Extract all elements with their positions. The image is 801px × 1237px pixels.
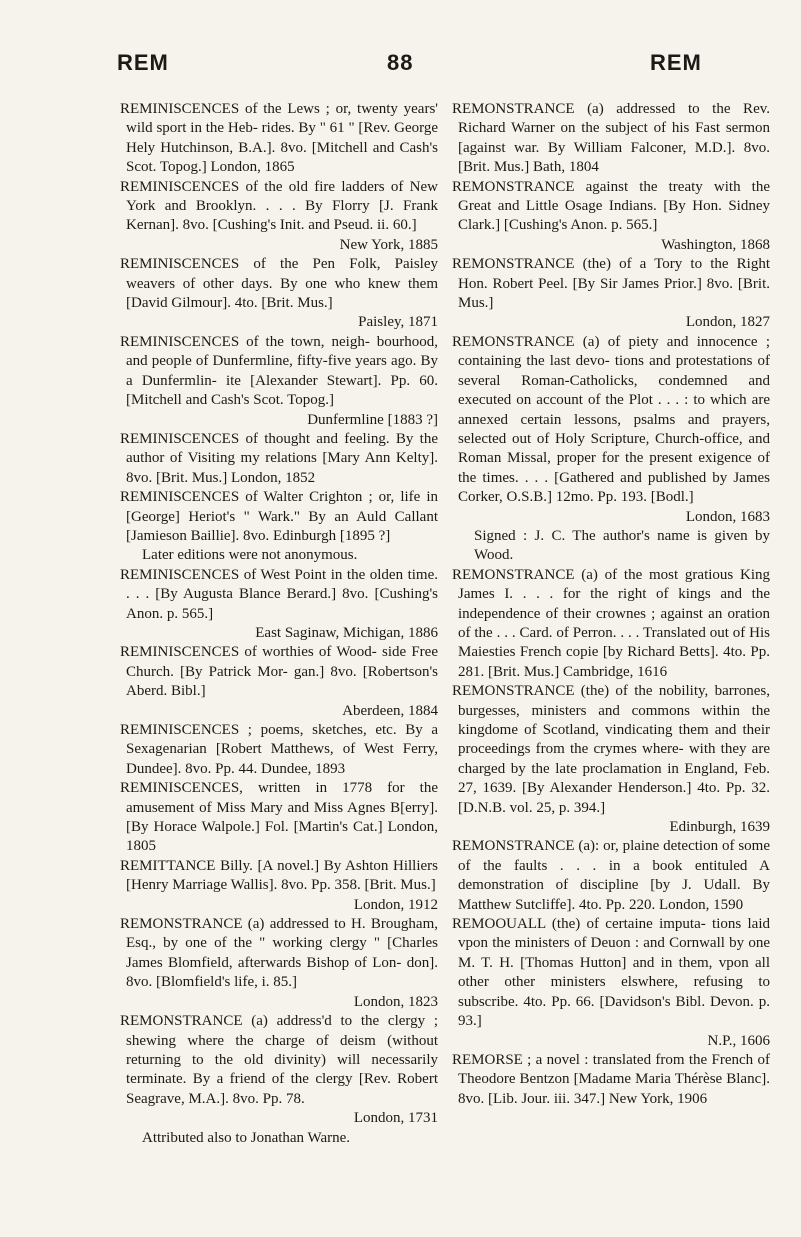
bibliography-entry [120, 779, 438, 857]
entry-text: REMONSTRANCE (a) of piety and innocence ; containing the last devo- tions and protestations of several Roman-Catholicks, condemned and executed on account of the Plot . . . : to which are annexed certain lessons, psalms and prayers, selected out of Holy Scripture, Church-office, and Roman Missal, proper for the present exigence of the times. . . . [Gathered and published by James Corker, O.S.B.] 12mo. Pp. 193. [Bodl.] [452, 333, 770, 506]
entry-text: REMINISCENCES of the Pen Folk, Paisley weavers of other days. By one who knew them [David Gilmour]. 4to. [Brit. Mus.] [120, 256, 438, 312]
bibliography-entry [452, 566, 770, 682]
entry-imprint: Washington, 1868 [661, 236, 770, 253]
entry-text: REMONSTRANCE (a) of the most gratious King James I. . . . for the right of kings and the independence of their crownes ; against an oration of the . . . Card. of Perron. . . . Translated out of His Maiesties French copie [by Richard Betts]. 4to. Pp. 281. [Brit. Mus.] Cambridge, 1616 [452, 566, 770, 680]
entry-text: REMONSTRANCE (the) of a Tory to the Right Hon. Robert Peel. [By Sir James Prior.] 8vo. [Brit. Mus.] [452, 256, 770, 312]
bibliography-entry [452, 682, 770, 837]
running-head-left: REM [117, 50, 169, 75]
entry-text: REMORSE ; a novel : translated from the French of Theodore Bentzon [Madame Maria Thérèse Blanc]. 8vo. [Lib. Jour. iii. 347.] New York, 1906 [452, 1051, 770, 1107]
bibliography-entry [120, 915, 438, 1012]
entry-text: REMINISCENCES of the Lews ; or, twenty years' wild sport in the Heb- rides. By " 61 " [Rev. George Hely Hutchinson, B.A.]. 8vo. [Mitchell and Cash's Scot. Topog.] London, 1865 [120, 101, 438, 176]
bibliography-entry [120, 721, 438, 779]
bibliography-entry [120, 333, 438, 430]
entry-imprint: London, 1683 [685, 508, 770, 525]
bibliography-entry [452, 255, 770, 333]
entry-text: REMOOUALL (the) of certaine imputa- tions laid vpon the ministers of Deuon : and Cornwall by one M. T. H. [Thomas Hutton] and in them, vpon all other other ministers elswhere, refusing to subscribe. 4to. Pp. 66. [Davidson's Bibl. Devon. p. 93.] [452, 916, 770, 1030]
entry-imprint: New York, 1885 [339, 236, 438, 253]
entry-imprint: London, 1912 [353, 896, 438, 913]
entry-imprint: Dunfermline [1883 ?] [307, 411, 438, 428]
bibliography-entry [120, 488, 438, 566]
right-column [452, 100, 770, 1109]
entry-text: REMONSTRANCE (the) of the nobility, barrones, burgesses, ministers and commons within the kingdome of Scotland, vindicating them and their proceedings from the crymes where- with they are charged by the late proclamation in England, Feb. 27, 1639. [By Alexander Henderson.] 4to. Pp. 32. [D.N.B. vol. 25, p. 394.] [452, 683, 770, 816]
entry-text: REMINISCENCES of Walter Crighton ; or, life in [George] Heriot's " Wark." By an Auld Callant [Jamieson Baillie]. 8vo. Edinburgh [1895 ?] [120, 489, 438, 544]
entry-text: REMINISCENCES ; poems, sketches, etc. By a Sexagenarian [Robert Matthews, of West Ferry, Dundee]. 8vo. Pp. 44. Dundee, 1893 [120, 722, 438, 777]
entry-text: REMONSTRANCE against the treaty with the Great and Little Osage Indians. [By Hon. Sidney Clark.] [Cushing's Anon. p. 565.] [452, 178, 770, 234]
entry-imprint: London, 1731 [353, 1110, 438, 1127]
running-head-right: REM [650, 50, 702, 75]
entry-imprint: Edinburgh, 1639 [669, 819, 770, 836]
entry-text: REMINISCENCES of West Point in the olden time. . . . [By Augusta Blance Berard.] 8vo. [Cushing's Anon. p. 565.] [120, 566, 438, 622]
entry-text: REMONSTRANCE (a) address'd to the clergy ; shewing where the charge of deism (without returning to the old divinity) will necessarily terminate. By a friend of the clergy [Rev. Robert Seagrave, M.A.]. 8vo. Pp. 78. [120, 1013, 438, 1107]
bibliography-entry [452, 1051, 770, 1109]
entry-text: REMITTANCE Billy. [A novel.] By Ashton Hilliers [Henry Marriage Wallis]. 8vo. Pp. 358. [Brit. Mus.] [120, 857, 438, 894]
page-number: 88 [387, 50, 414, 75]
entry-imprint: London, 1823 [353, 993, 438, 1010]
bibliography-entry [452, 915, 770, 1051]
bibliography-entry [120, 430, 438, 488]
bibliography-entry [120, 566, 438, 644]
entry-imprint: N.P., 1606 [707, 1032, 770, 1049]
bibliography-entry [120, 857, 438, 915]
entry-text: REMINISCENCES of worthies of Wood- side Free Church. [By Patrick Mor- gan.] 8vo. [Robertson's Aberd. Bibl.] [120, 644, 438, 700]
bibliography-entry [452, 837, 770, 915]
bibliography-entry [452, 178, 770, 256]
bibliography-entry [120, 643, 438, 721]
entry-text: REMONSTRANCE (a) addressed to H. Brougham, Esq., by one of the " working clergy " [Charles James Blomfield, afterwards Bishop of Lon- don]. 8vo. [Blomfield's life, i. 85.] [120, 916, 438, 991]
entry-imprint: East Saginaw, Michigan, 1886 [255, 624, 438, 641]
bibliography-entry [452, 333, 770, 566]
bibliography-entry [120, 255, 438, 333]
entry-note: Attributed also to Jonathan Warne. [142, 1129, 351, 1146]
entry-imprint: Aberdeen, 1884 [342, 702, 438, 719]
entry-imprint: London, 1827 [685, 314, 770, 331]
entry-text: REMINISCENCES, written in 1778 for the amusement of Miss Mary and Miss Agnes B[erry]. [By Horace Walpole.] Fol. [Martin's Cat.] London, 1805 [120, 780, 438, 855]
bibliography-entry [120, 100, 438, 178]
entry-note: Later editions were not anonymous. [142, 547, 358, 564]
entry-note: Signed : J. C. The author's name is given by Wood. [474, 527, 770, 564]
entry-text: REMINISCENCES of thought and feeling. By the author of Visiting my relations [Mary Ann Kelty]. 8vo. [Brit. Mus.] London, 1852 [120, 430, 438, 486]
bibliography-entry [120, 178, 438, 256]
bibliography-entry [120, 1012, 438, 1148]
entry-text: REMINISCENCES of the old fire ladders of New York and Brooklyn. . . . By Florry [J. Frank Kernan]. 8vo. [Cushing's Init. and Pseud. ii. 60.] [120, 178, 438, 234]
entry-imprint: Paisley, 1871 [358, 314, 438, 331]
entry-text: REMINISCENCES of the town, neigh- bourhood, and people of Dunfermline, fifty-five years ago. By a Dunfermlin- ite [Alexander Stewart]. Pp. 60. [Mitchell and Cash's Scot. Topog.] [120, 333, 438, 409]
entry-text: REMONSTRANCE (a) addressed to the Rev. Richard Warner on the subject of his Fast sermon [against war. By William Falconer, M.D.]. 8vo. [Brit. Mus.] Bath, 1804 [452, 101, 770, 176]
bibliography-entry [452, 100, 770, 178]
page-header [0, 0, 801, 90]
entry-text: REMONSTRANCE (a): or, plaine detection of some of the faults . . . in a book entituled A demonstration of discipline [by J. Udall. By Matthew Sutcliffe]. 4to. Pp. 220. London, 1590 [452, 838, 770, 913]
left-column [120, 100, 438, 1148]
